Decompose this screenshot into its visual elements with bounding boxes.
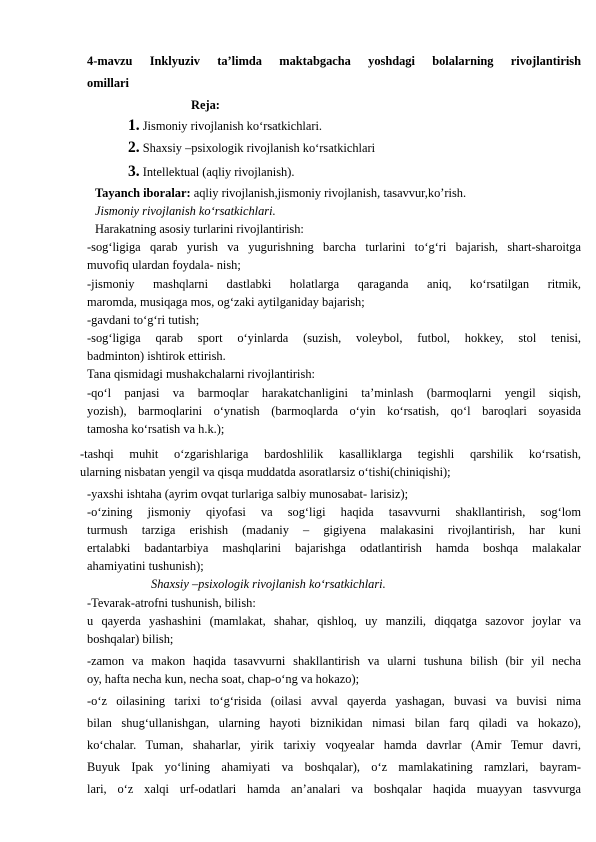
plan-item-text: Shaxsiy –psixologik rivojlanish ko‘rsatkichlari [142,141,376,155]
keywords-label: Tayanch iboralar: [95,186,191,200]
body-line: -gavdani to‘g‘ri tutish; [87,313,200,327]
plan-item-text: Intellektual (aqliy rivojlanish). [142,165,295,179]
body-line: bilan shug‘ullanishgan, ularning hayoti biznikidan nimasi bilan farq qiladi va hokazo), [87,716,581,730]
page-title-line-2: omillari [87,76,129,90]
body-line: turmush tarziga erishish (madaniy – gigiyena malakasini rivojlantirish, har kuni [87,523,581,537]
plan-heading: Reja: [191,98,220,112]
body-line: ertalabki badantarbiya mashqlarini bajarishga odatlantirish hamda boshqa malakalar [87,541,581,555]
body-line: -qo‘l panjasi va barmoqlar harakatchanligini ta’minlash (barmoqlarni yengil siqish, [87,386,581,400]
plan-item [128,140,375,156]
section-heading-personal: Shaxsiy –psixologik rivojlanish ko‘rsatkichlari. [151,577,386,591]
body-line: ko‘chalar. Tuman, shaharlar, yirik tarixiy voqyealar hamda davrlar (Amir Temur davri, [87,738,581,752]
body-line: -zamon va makon haqida tasavvurni shakllantirish va ularni tushuna bilish (bir yil necha [87,654,581,668]
body-line: -sog‘ligiga qarab sport o‘yinlarda (suzish, voleybol, futbol, hokkey, stol tenisi, [87,331,581,345]
keywords-line [95,186,466,201]
body-line: muvofiq ulardan foydala- nish; [87,258,241,272]
body-line: Buyuk Ipak yo‘lining ahamiyati va boshqalar), o‘z mamlakatining ramzlari, bayram- [87,760,581,774]
body-line: ularning nisbatan yengil va qisqa muddatda asoratlarsiz o‘tishi(chiniqishi); [80,465,451,479]
body-line: ahamiyatini tushunish); [87,559,204,573]
plan-item [128,118,322,134]
body-line: Harakatning asosiy turlarini rivojlantirish: [95,222,304,236]
plan-item-text: Jismoniy rivojlanish ko‘rsatkichlari. [142,119,323,133]
plan-item-number: 1. [128,117,140,134]
body-line: -sog‘ligiga qarab yurish va yugurishning barcha turlarini to‘g‘ri bajarish, shart-sharoitga [87,240,581,254]
body-line: -yaxshi ishtaha (ayrim ovqat turlariga salbiy munosabat- larisiz); [87,487,409,501]
body-line: -o‘z oilasining tarixi to‘g‘risida (oilasi avval qayerda yashagan, buvasi va buvisi nima [87,694,581,708]
plan-item-number: 3. [128,163,140,180]
keywords-text: aqliy rivojlanish,jismoniy rivojlanish, tasavvur,ko’rish. [190,186,467,200]
section-heading-physical: Jismoniy rivojlanish ko‘rsatkichlari. [95,204,276,218]
body-line: boshqalar) bilish; [87,632,174,646]
body-line: -jismoniy mashqlarni dastlabki holatlarga qaraganda aniq, ko‘rsatilgan ritmik, [87,277,581,291]
page-title-line-1: 4-mavzu Inklyuziv ta’limda maktabgacha yoshdagi bolalarning rivojlantirish [87,54,581,68]
body-line: -o‘zining jismoniy qiyofasi va sog‘ligi haqida tasavvurni shakllantirish, sog‘lom [87,505,581,519]
body-line: maromda, musiqaga mos, og‘zaki aytilganiday bajarish; [87,295,365,309]
body-line: oy, hafta necha kun, necha soat, chap-o‘ng va hokazo); [87,672,360,686]
body-line: Tana qismidagi mushakchalarni rivojlantirish: [87,367,315,381]
body-line: -Tevarak-atrofni tushunish, bilish: [87,596,256,610]
body-line: -tashqi muhit o‘zgarishlariga bardoshlilik kasalliklarga tegishli qarshilik ko‘rsatish, [80,447,581,461]
body-line: u qayerda yashashini (mamlakat, shahar, qishloq, uy manzili, diqqatga sazovor joylar va [87,614,581,628]
body-line: lari, o‘z xalqi urf-odatlari hamda an’analari va boshqalar haqida muayyan tasvvurga [87,782,581,796]
plan-item-number: 2. [128,139,140,156]
body-line: badminton) ishtirok ettirish. [87,349,226,363]
body-line: tamosha ko‘rsatish va h.k.); [87,422,225,436]
plan-item [128,164,294,180]
body-line: yozish), barmoqlarini o‘ynatish (barmoqlarda o‘yin ko‘rsatish, qo‘l baroqlari soyasida [87,404,581,418]
